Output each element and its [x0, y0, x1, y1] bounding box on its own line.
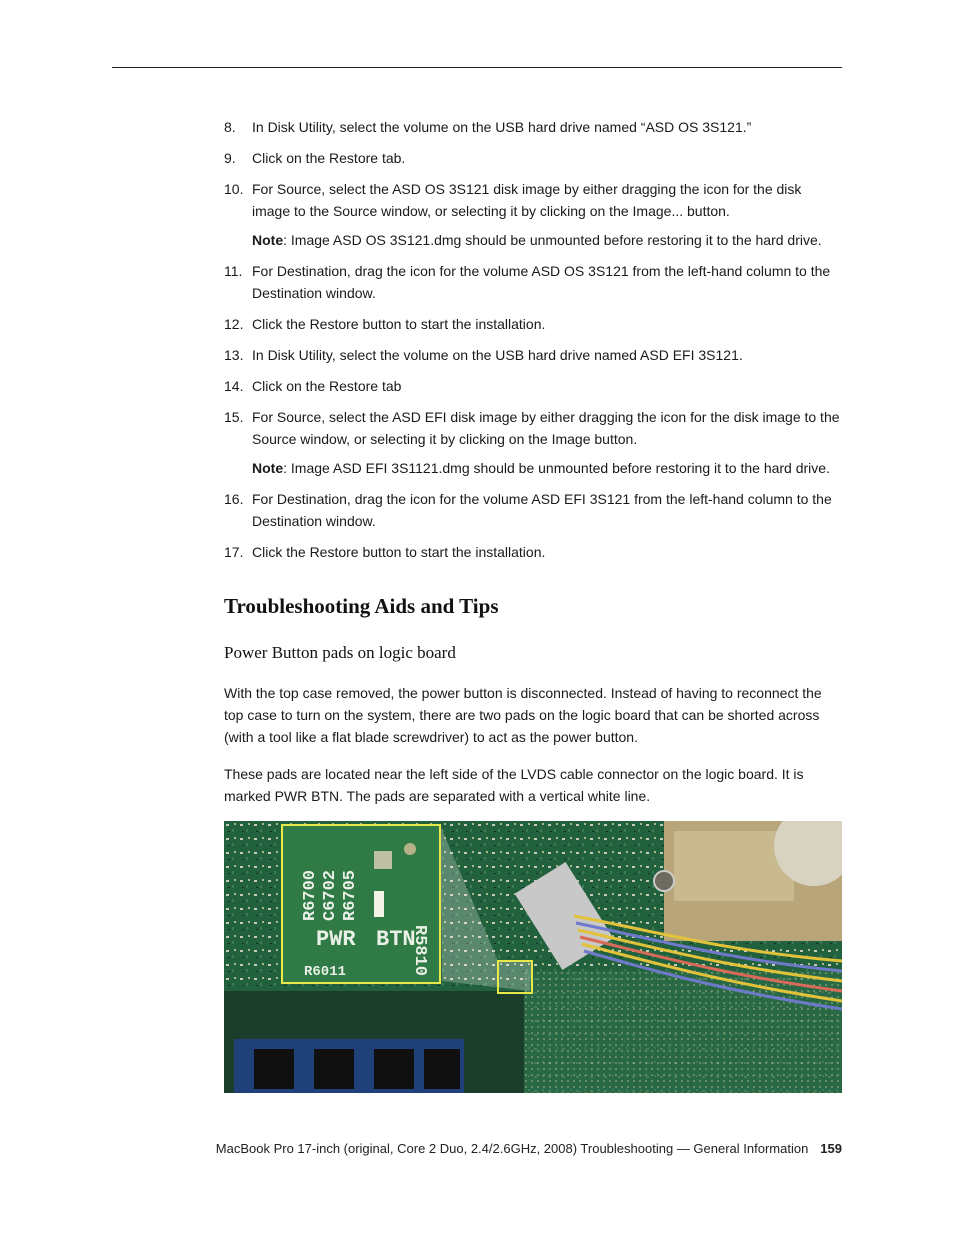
step-number: 8. [224, 119, 236, 135]
logic-board-photo [224, 821, 842, 1093]
board-label: R6700 [301, 869, 320, 921]
step-number: 10. [224, 181, 244, 197]
board-label: PWR [316, 927, 356, 952]
paragraph: These pads are located near the left side of the LVDS cable connector on the logic board. It is marked PWR BTN. The pads are separated with a vertical white line. [224, 766, 804, 804]
step-item [224, 541, 842, 563]
note [224, 457, 842, 479]
note-label: Note [252, 460, 284, 476]
memory-chip [374, 1049, 414, 1089]
step-text: Click the Restore button to start the installation. [252, 544, 546, 560]
step-text: Click the Restore button to start the installation. [252, 316, 546, 332]
step-list [224, 116, 842, 572]
board-label: C6702 [321, 869, 340, 921]
paragraph: With the top case removed, the power button is disconnected. Instead of having to reconnect the top case to turn on the system, there are two pads on the logic board that can be shorted across (with a tool like a flat blade screwdriver) to act as the power button. [224, 685, 822, 745]
step-number: 12. [224, 316, 244, 332]
step-item [224, 260, 842, 304]
footer-text: MacBook Pro 17-inch (original, Core 2 Duo, 2.4/2.6GHz, 2008) Troubleshooting — General Information [215, 1141, 809, 1156]
step-text: Click on the Restore tab [252, 378, 402, 394]
step-text: For Destination, drag the icon for the volume ASD EFI 3S121 from the left-hand column to the Destination window. [252, 491, 832, 529]
step-item [224, 344, 842, 366]
step-number: 13. [224, 347, 244, 363]
board-label: R6705 [341, 869, 360, 921]
section-title: Troubleshooting Aids and Tips [224, 594, 499, 618]
step-item [224, 147, 842, 169]
subsection-title: Power Button pads on logic board [224, 643, 456, 662]
step-text: For Source, select the ASD EFI disk image by either dragging the icon for the disk image to the Source window, or selecting it by clicking on the Image button. [252, 409, 840, 447]
page-number: 159 [820, 1141, 842, 1156]
note-label: Note [252, 232, 284, 248]
step-item [224, 178, 842, 222]
step-text: For Source, select the ASD OS 3S121 disk image by either dragging the icon for the disk image to the Source window, or selecting it by clicking on the Image... button. [252, 181, 802, 219]
step-number: 9. [224, 150, 236, 166]
step-item [224, 488, 842, 532]
step-number: 17. [224, 544, 244, 560]
logic-board-illustration [224, 821, 842, 1093]
step-number: 15. [224, 409, 244, 425]
step-item [224, 313, 842, 335]
note [224, 229, 842, 251]
step-text: Click on the Restore tab. [252, 150, 406, 166]
step-item [224, 375, 842, 397]
step-item [224, 116, 842, 138]
step-text: In Disk Utility, select the volume on the USB hard drive named “ASD OS 3S121.” [252, 119, 752, 135]
step-number: 11. [224, 263, 243, 279]
header-rule [112, 67, 842, 68]
step-text: In Disk Utility, select the volume on the USB hard drive named ASD EFI 3S121. [252, 347, 743, 363]
memory-chip [424, 1049, 460, 1089]
step-number: 14. [224, 378, 244, 394]
board-detail-right [524, 971, 842, 1093]
page-footer [216, 1141, 842, 1156]
step-number: 16. [224, 491, 244, 507]
step-item [224, 406, 842, 450]
note-text: : Image ASD OS 3S121.dmg should be unmounted before restoring it to the hard drive. [283, 232, 822, 248]
note-text: : Image ASD EFI 3S1121.dmg should be unmounted before restoring it to the hard drive. [283, 460, 830, 476]
step-text: For Destination, drag the icon for the volume ASD OS 3S121 from the left-hand column to the Destination window. [252, 263, 831, 301]
board-label: R5810 [410, 925, 429, 977]
memory-chip [254, 1049, 294, 1089]
board-label: R6011 [304, 964, 347, 980]
memory-chip [314, 1049, 354, 1089]
board-label: BTN [376, 927, 416, 952]
screw-hole [654, 871, 674, 891]
